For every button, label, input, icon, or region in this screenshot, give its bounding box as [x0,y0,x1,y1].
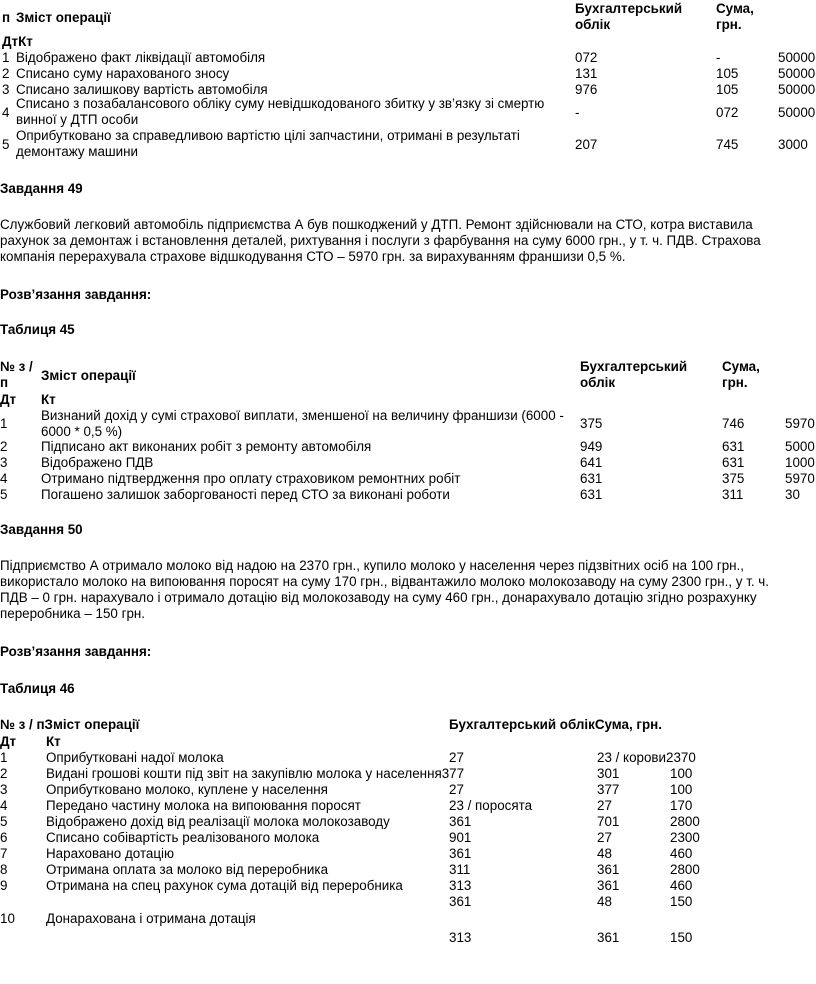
row-sum: 30 [785,487,800,502]
row-number: 4 [2,105,10,120]
row-number: 8 [0,862,8,877]
header-no: п [2,10,11,25]
row-sum: 100 [670,782,693,797]
row-content: Підписано акт виконаних робіт з ремонту автомобіля [41,439,372,454]
row-sum: 460 [670,878,693,893]
row-debit: 27 [449,750,464,765]
row-number: 4 [0,471,8,486]
row-content: Отримана на спец рахунок сума дотацій від переробника [46,878,403,893]
row-debit: - [575,105,580,120]
row-content: Визнаний дохід у сумі страхової виплати, зменшеної на величину франшизи (6000 - 6000 * 0,5 %) [41,408,564,439]
row-content: Списано суму нарахованого зносу [16,66,230,81]
row-debit: 311 [449,862,471,877]
header-credit: Кт [41,392,56,407]
row-content: Донарахована і отримана дотація [46,911,256,926]
row-credit: 105 [716,82,739,97]
row-credit: 361 [597,862,620,877]
row-credit: 27 [597,798,612,813]
row-sum: 5000 [785,439,815,454]
row-credit: 377 [597,782,620,797]
row-credit: 361 [597,930,620,945]
row-credit: - [716,50,721,65]
row-content: Отримана оплата за молоко від переробника [46,862,329,877]
row-sum: 50000 [778,105,816,120]
row-number: 3 [0,455,8,470]
header-credit: Кт [46,734,61,749]
row-credit: 631 [722,439,745,454]
row-sum: 2300 [670,830,700,845]
row-sum: 170 [670,798,693,813]
table-title: Таблиця 46 [0,681,75,696]
row-number: 2 [0,439,8,454]
row-debit: 27 [449,782,464,797]
row-content: Оприбутковані надої молока [46,750,224,765]
row-sum: 2800 [670,814,700,829]
row-number: 9 [0,878,8,893]
row-sum: 150 [670,930,693,945]
row-sum: 150 [670,894,693,909]
row-content: Передано частину молока на випоювання поросят [46,798,361,813]
task-text: Підприємство А отримало молоко від надою на 2370 грн., купило молоко у населення через підзвітних осіб на 100 грн., використало молоко на випоювання поросят на суму 170 грн., відвантажило молоко молокозаводу на суму 2300 грн., у т. ч. ПДВ – 0 грн. нарахувало і отримало дотацію від молокозаводу на суму 460 грн., донарахувало дотацію згідно розрахунку переробника – 150 грн. [0,558,769,621]
row-number: 3 [2,82,10,97]
task-title: Завдання 49 [0,181,83,196]
row-sum: 100 [670,766,693,781]
row-sum: 460 [670,846,693,861]
row-debit: 361 [449,894,472,909]
row-content: Списано з позабалансового обліку суму невідшкодованого збитку у зв’язку зі смертю винної у ДТП особи [16,96,545,127]
row-number: 2 [2,66,10,81]
header-content: Зміст операції [16,10,111,25]
row-debit: 072 [575,50,598,65]
row-number: 5 [2,137,10,152]
row-debit: 313 [449,930,472,945]
row-debit: 207 [575,137,598,152]
header-no-content: № з / пЗміст операції [0,717,140,732]
row-content: Отримано підтвердження про оплату страховиком ремонтних робіт [41,471,461,486]
row-credit: 311 [722,487,744,502]
row-debit: 361 [449,814,472,829]
row-credit: 746 [722,416,745,431]
row-credit-sum: 23 / корови2370 [597,750,696,765]
table-title: Таблиця 45 [0,322,75,337]
row-debit: 641 [580,455,603,470]
row-content: Відображено факт ліквідації автомобіля [16,50,266,65]
row-sum: 5970 [785,471,815,486]
header-content: Зміст операції [41,368,136,383]
row-content: Відображено ПДВ [41,455,154,470]
row-content: Списано залишкову вартість автомобіля [16,82,268,97]
row-content: Нараховано дотацію [46,846,175,861]
row-sum: 50000 [778,66,816,81]
row-content: Списано собівартість реалізованого молока [46,830,320,845]
row-credit: 48 [597,846,612,861]
row-debit: 313 [449,878,472,893]
solution-heading: Розв’язання завдання: [0,644,152,659]
row-number: 10 [0,911,15,926]
row-debit: 949 [580,439,603,454]
row-credit: 27 [597,830,612,845]
row-credit: 631 [722,455,745,470]
row-debit: 976 [575,82,598,97]
solution-heading: Розв’язання завдання: [0,287,152,302]
row-sum: 50000 [778,50,816,65]
header-accounting: Бухгалтерський облік [580,359,688,390]
row-number: 3 [0,782,8,797]
row-credit: 375 [722,471,745,486]
row-debit: 631 [580,471,603,486]
task-title: Завдання 50 [0,522,83,537]
row-number: 1 [0,416,8,431]
header-sum: Сума, грн. [722,359,760,390]
row-sum: 50000 [778,82,816,97]
header-accounting-sum: Бухгалтерський облікСума, грн. [449,717,662,732]
row-debit: 375 [580,416,603,431]
row-sum: 1000 [785,455,815,470]
row-number: 1 [0,750,8,765]
header-no: № з / п [0,359,33,390]
row-content: Оприбутковано за справедливою вартістю цілі запчастини, отримані в результаті демонтажу машини [16,128,520,159]
row-number: 4 [0,798,8,813]
row-sum: 5970 [785,416,815,431]
header-sum: Сума, грн. [716,1,754,32]
row-credit: 745 [716,137,739,152]
row-content: Погашено залишок заборгованості перед СТО за виконані роботи [41,487,450,502]
row-number: 6 [0,830,8,845]
row-credit: 105 [716,66,739,81]
row-credit: 48 [597,894,612,909]
row-number: 1 [2,50,10,65]
row-content: Відображено дохід від реалізації молока молокозаводу [46,814,390,829]
header-dtkt: ДтКт [2,34,33,49]
row-credit: 072 [716,105,739,120]
row-debit: 361 [449,846,472,861]
header-debit: Дт [0,392,17,407]
row-debit: 901 [449,830,472,845]
row-number: 7 [0,846,8,861]
header-accounting: Бухгалтерський облік [575,1,683,32]
row-content: Оприбутковано молоко, куплене у населення [46,782,328,797]
row-credit: 301 [597,766,620,781]
row-debit: 131 [575,66,598,81]
task-text: Службовий легковий автомобіль підприємства А був пошкоджений у ДТП. Ремонт здійснювали на СТО, котра виставила рахунок за демонтаж і встановлення деталей, рихтування і послуги з фарбування на суму 6000 грн., у т. ч. ПДВ. Страхова компанія перерахувала страхове відшкодування СТО – 5970 грн. за вирахуванням франшизи 0,5 %. [0,217,761,264]
row-debit: 631 [580,487,603,502]
row-credit: 701 [597,814,620,829]
row-sum: 2800 [670,862,700,877]
row-number: 5 [0,814,8,829]
row-sum: 3000 [778,137,808,152]
header-debit: Дт [0,734,17,749]
row-number: 5 [0,487,8,502]
row-credit: 361 [597,878,620,893]
row-number: 2 [0,766,8,781]
row-content: Видані грошові кошти під звіт на закупівлю молока у населення377 [46,766,465,781]
row-debit: 23 / поросята [449,798,533,813]
